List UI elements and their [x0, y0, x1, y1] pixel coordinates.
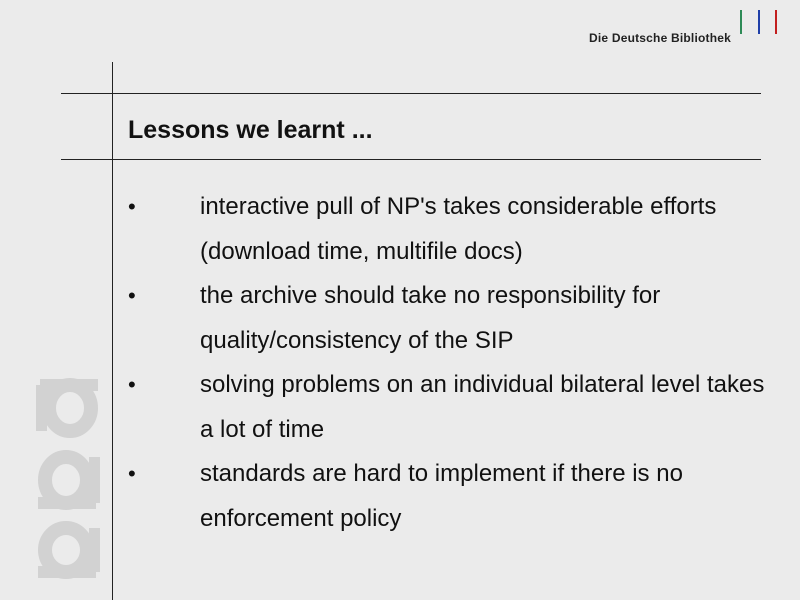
bullet-icon: •: [128, 283, 136, 308]
bullet-item: [128, 363, 768, 452]
brand-bar-red: [775, 10, 777, 34]
brand-name: Die Deutsche Bibliothek: [589, 31, 731, 45]
vertical-rule: [112, 62, 113, 600]
bullet-text: standards are hard to implement if there is no enforcement policy: [200, 460, 683, 532]
bullet-text: interactive pull of NP's takes considerable efforts (download time, multifile docs): [200, 193, 717, 265]
ddb-logo-watermark: [36, 368, 100, 580]
bullet-item: [128, 452, 768, 541]
bullet-icon: •: [128, 372, 136, 397]
bullet-icon: •: [128, 194, 136, 219]
brand-bar-blue: [758, 10, 760, 34]
watermark-letter-d-bowl-2: [45, 528, 87, 572]
title-rule-top: [61, 93, 761, 94]
watermark-letter-d-bowl-1: [45, 457, 87, 503]
brand-color-bars: [740, 10, 780, 34]
bullet-item: [128, 185, 768, 274]
bullet-text: solving problems on an individual bilateral level takes a lot of time: [200, 371, 765, 443]
bullet-list: [128, 185, 768, 541]
slide-title: Lessons we learnt ...: [128, 116, 373, 144]
bullet-item: [128, 274, 768, 363]
bullet-icon: •: [128, 461, 136, 486]
brand-bar-green: [740, 10, 742, 34]
watermark-letter-b-bowl: [49, 385, 91, 431]
bullet-text: the archive should take no responsibility for quality/consistency of the SIP: [200, 282, 661, 354]
title-rule-bottom: [61, 159, 761, 160]
